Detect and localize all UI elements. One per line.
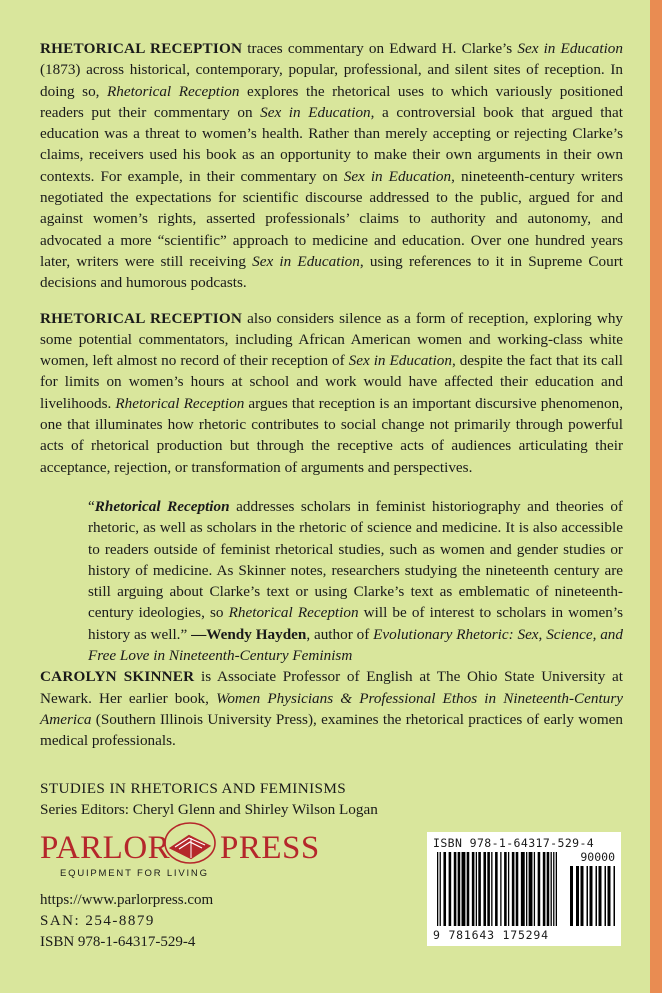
series-info xyxy=(40,778,623,820)
barcode-bar xyxy=(443,852,446,926)
barcode-bar xyxy=(570,866,573,926)
barcode-bar xyxy=(553,852,554,926)
endorsement-quote: “Rhetorical Reception addresses scholars in feminist historiography and theories of rhetoric, as well as scholars in the rhetoric of science and medicine. It is also accessible to readers outside of feminist rhetorical studies, such as women and gender studies or history of medicine. As Skinner notes, researchers studying the nineteenth century are still arguing about Clarke’s text or using Clarke’s text as emblematic of nineteenth-century ideologies, so Rhetorical Reception will be of interest to scholars in women’s history as well.” —Wendy Hayden, author of Evolutionary Rhetoric: Sex, Science, and Free Love in Nineteenth-Century Feminism xyxy=(88,497,623,665)
price-code: 90000 xyxy=(580,850,615,864)
barcode-bar xyxy=(458,852,461,926)
publisher-isbn: ISBN 978-1-64317-529-4 xyxy=(40,934,196,950)
barcode-bar xyxy=(526,852,527,926)
barcode-bar xyxy=(608,866,611,926)
barcode-bar xyxy=(587,866,589,926)
barcode-bar xyxy=(538,852,541,926)
author-name: CAROLYN SKINNER xyxy=(40,668,195,686)
barcode-bar xyxy=(454,852,457,926)
barcode-bar xyxy=(504,852,507,926)
barcode-bar xyxy=(581,866,584,926)
barcode-bar xyxy=(440,852,441,926)
logo-tagline: EQUIPMENT FOR LIVING xyxy=(60,868,209,879)
barcode-bar xyxy=(551,852,552,926)
barcode-bar xyxy=(487,852,490,926)
author-bio: CAROLYN SKINNER is Associate Professor of English at The Ohio State University at Newark. Her earlier book, Women Physicians & Professional Ethos in Nineteenth-Century America (Southern Illinois University Press), examines the rhetorical practices of early women medical professionals. xyxy=(40,668,623,750)
barcode-digits: 9 781643 175294 xyxy=(433,928,549,942)
barcode-bar xyxy=(556,852,557,926)
barcode-isbn-label: ISBN 978-1-64317-529-4 xyxy=(433,836,595,850)
barcode-bar xyxy=(596,866,598,926)
barcode-bar xyxy=(491,852,492,926)
barcode-bar xyxy=(543,852,546,926)
endorser-name: —Wendy Hayden xyxy=(191,625,307,643)
barcode-bar xyxy=(437,852,438,926)
isbn-barcode xyxy=(427,832,621,946)
silence-paragraph: RHETORICAL RECEPTION also considers silence as a form of reception, exploring why some potential commentators, including African American women and working-class white women, left almost no record of their reception of Sex in Education, despite the fact that its call for limits on women’s hours at school and work would have affected their education and livelihoods. Rhetorical Reception argues that reception is an important discursive phenomenon, one that illuminates how rhetoric contributes to social change not primarily through powerful acts of rhetorical production but through the receptive acts of audiences articulating their acceptance, rejection, or transformation of arguments and perspectives. xyxy=(40,309,624,476)
spine-edge xyxy=(650,0,662,993)
barcode-bar xyxy=(534,852,535,926)
barcode-bar xyxy=(472,852,475,926)
barcode-bar xyxy=(614,866,616,926)
barcode-bar xyxy=(599,866,602,926)
barcode-bar xyxy=(521,852,525,926)
price-addon-bars xyxy=(567,866,615,928)
barcode-bar xyxy=(500,852,501,926)
barcode-bar xyxy=(512,852,515,926)
barcode-bar xyxy=(516,852,519,926)
barcode-bar xyxy=(576,866,579,926)
barcode-bar xyxy=(590,866,593,926)
barcode-bar xyxy=(605,866,607,926)
barcode-bar xyxy=(467,852,470,926)
barcode-bar xyxy=(508,852,509,926)
parlor-press-logo xyxy=(40,816,320,882)
lead-title: RHETORICAL RECEPTION xyxy=(40,309,243,327)
barcode-bar xyxy=(478,852,481,926)
book-emblem-icon xyxy=(161,818,219,868)
publisher-url[interactable]: https://www.parlorpress.com xyxy=(40,892,214,908)
lead-title: RHETORICAL RECEPTION xyxy=(40,40,243,57)
series-name: STUDIES IN RHETORICS AND FEMINISMS xyxy=(40,779,347,797)
barcode-bar xyxy=(495,852,498,926)
barcode-bar xyxy=(449,852,452,926)
back-cover-text xyxy=(40,38,623,820)
description-paragraph: RHETORICAL RECEPTION traces commentary on Edward H. Clarke’s Sex in Education (1873) across historical, contemporary, popular, professional, and silent sites of reception. In doing so, Rhetorical Reception explores the rhetorical uses to which variously positioned readers put their commentary on Sex in Education, a controversial book that argued that education was a threat to women’s health. Rather than merely accepting or rejecting Clarke’s claims, receivers used his book as an opportunity to make their own arguments in their own contexts. For example, in their commentary on Sex in Education, nineteenth-century writers negotiated the expectations for scientific discourse addressed to the public, argued for and against women’s rights, asserted professionals’ claims to authority and autonomy, and advocated a more “scientific” approach to medicine and education. Over one hundred years later, writers were still receiving Sex in Education, using references to it in Supreme Court decisions and humorous podcasts. xyxy=(40,40,624,292)
logo-word-parlor: PARLOR xyxy=(40,830,171,866)
publisher-san: SAN: 254-8879 xyxy=(40,913,155,929)
barcode-bar xyxy=(476,852,477,926)
barcode-bar xyxy=(529,852,533,926)
barcode-bar xyxy=(483,852,486,926)
barcode-bar xyxy=(547,852,550,926)
ean-barcode-bars xyxy=(437,852,557,928)
barcode-bar xyxy=(462,852,466,926)
series-editors: Series Editors: Cheryl Glenn and Shirley Wilson Logan xyxy=(40,800,378,818)
endorser-book: Evolutionary Rhetoric: Sex, Science, and Free Love in Nineteenth-Century Feminism xyxy=(88,625,623,665)
publisher-contact xyxy=(40,890,213,953)
logo-word-press: PRESS xyxy=(220,830,320,866)
